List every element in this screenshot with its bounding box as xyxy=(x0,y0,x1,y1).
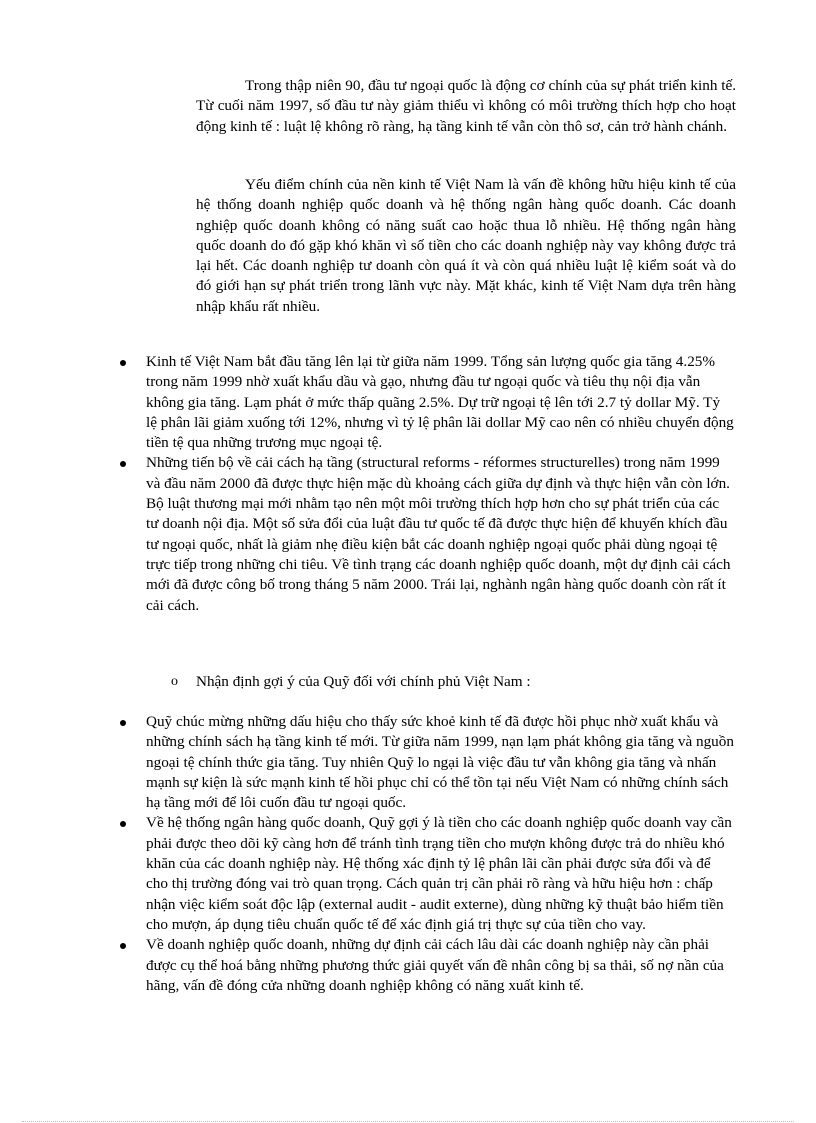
bullet-icon xyxy=(120,943,126,949)
list-item xyxy=(0,453,734,615)
list-item xyxy=(0,352,734,453)
sub-heading-text: Nhận định gợi ý của Quỹ đối với chính phủ Việt Nam : xyxy=(196,673,531,690)
circle-bullet-icon: o xyxy=(171,674,178,689)
list-item-text: Quỹ chúc mừng những dấu hiệu cho thấy sức khoẻ kinh tế đã được hồi phục nhờ xuất khẩu và những chính sách hạ tầng kinh tế mới. Từ giữa năm 1999, nạn lạm phát không gia tăng và nguồn ngoại tệ chính thức gia tăng. Tuy nhiên Quỹ lo ngại là việc đầu tư vẫn không gia tăng và nhấn mạnh sự kiện là sức mạnh kinh tế hồi phục chỉ có thể tồn tại nếu Việt Nam có những chính sách hạ tầng mới để lôi cuốn đầu tư ngoại quốc. xyxy=(146,713,734,812)
list-item-text: Kinh tế Việt Nam bắt đầu tăng lên lại từ giữa năm 1999. Tổng sản lượng quốc gia tăng 4.25% trong năm 1999 nhờ xuất khẩu dầu và gạo, nhưng đầu tư ngoại quốc và tiêu thụ nội địa vẫn không gia tăng. Lạm phát ở mức thấp quãng 2.5%. Dự trữ ngoại tệ lên tới 2.7 tỷ dollar Mỹ. Tỷ lệ phân lãi giảm xuống tới 12%, nhưng vì tỷ lệ phân lãi dollar Mỹ cao nên có nhiều chuyển động tiền tệ qua những trương mục ngoại tệ. xyxy=(146,353,734,452)
bullet-icon xyxy=(120,360,126,366)
list-item-text: Về doanh nghiệp quốc doanh, những dự định cải cách lâu dài các doanh nghiệp này cần phải được cụ thể hoá bằng những phương thức giải quyết vấn đề nhân công bị sa thải, số nợ nần của hãng, vấn đề đóng cửa những doanh nghiệp không có năng xuất kinh tế. xyxy=(146,936,724,994)
sub-heading-fund-recommendations xyxy=(171,672,531,692)
list-item xyxy=(0,813,734,935)
bullet-icon xyxy=(120,821,126,827)
list-item-text: Về hệ thống ngân hàng quốc doanh, Quỹ gợi ý là tiền cho các doanh nghiệp quốc doanh vay cần phải được theo dõi kỹ càng hơn để tránh tình trạng tiền cho mượn không được trả do nhiều khó khăn của các doanh nghiệp này. Hệ thống xác định tỷ lệ phân lãi cần phải được sửa đổi và để cho thị trường đóng vai trò quan trọng. Cách quản trị cần phải rõ ràng và hữu hiệu hơn : chấp nhận việc kiểm soát độc lập (external audit - audit externe), dùng những kỹ thuật bảo hiểm tiền cho mượn, áp dụng tiêu chuẩn quốc tế để xác định giá trị thực sự của tiền cho vay. xyxy=(146,814,732,933)
paragraph-economic-weakness: Yếu điểm chính của nền kinh tế Việt Nam là vấn đề không hữu hiệu kinh tế của hệ thống doanh nghiệp quốc doanh và hệ thống ngân hàng quốc doanh. Các doanh nghiệp quốc doanh không có năng suất cao hoặc thua lỗ nhiều. Hệ thống ngân hàng quốc doanh do đó gặp khó khăn vì số tiền cho các doanh nghiệp này vay không được trả lại hết. Các doanh nghiệp tư doanh còn quá ít và còn quá nhiều luật lệ kiểm soát và do đó giới hạn sự phát triển trong lãnh vực này. Mặt khác, kinh tế Việt Nam dựa trên hàng nhập khẩu rất nhiều. xyxy=(196,176,736,315)
page-divider xyxy=(22,1121,794,1122)
list-item xyxy=(0,935,734,996)
bullet-icon xyxy=(120,461,126,467)
bullet-icon xyxy=(120,720,126,726)
bullet-list-recommendations xyxy=(0,712,816,996)
paragraph-foreign-investment: Trong thập niên 90, đầu tư ngoại quốc là động cơ chính của sự phát triển kinh tế. Từ cuối năm 1997, số đầu tư này giảm thiểu vì không có môi trường thích hợp cho hoạt động kinh tế : luật lệ không rõ ràng, hạ tầng kinh tế vẫn còn thô sơ, cản trở hành chánh. xyxy=(196,77,736,135)
list-item xyxy=(0,712,734,813)
bullet-list-economic-status xyxy=(0,352,816,616)
list-item-text: Những tiến bộ về cải cách hạ tầng (structural reforms - réformes structurelles) trong năm 1999 và đầu năm 2000 đã được thực hiện mặc dù khoảng cách giữa dự định và thực hiện vẫn còn lớn. Bộ luật thương mại mới nhằm tạo nên một môi trường thích hợp hơn cho sự phát triển của các tư doanh nội địa. Một số sửa đổi của luật đầu tư quốc tế đã được thực hiện để khuyến khích đầu tư ngoại quốc, nhất là giảm nhẹ điều kiện bắt các doanh nghiệp ngoại quốc phải dùng ngoại tệ trực tiếp trong những chi tiêu. Về tình trạng các doanh nghiệp quốc doanh, một dự định cải cách mới đã được công bố trong tháng 5 năm 2000. Trái lại, nghành ngân hàng quốc doanh còn rất ít cải cách. xyxy=(146,454,731,614)
